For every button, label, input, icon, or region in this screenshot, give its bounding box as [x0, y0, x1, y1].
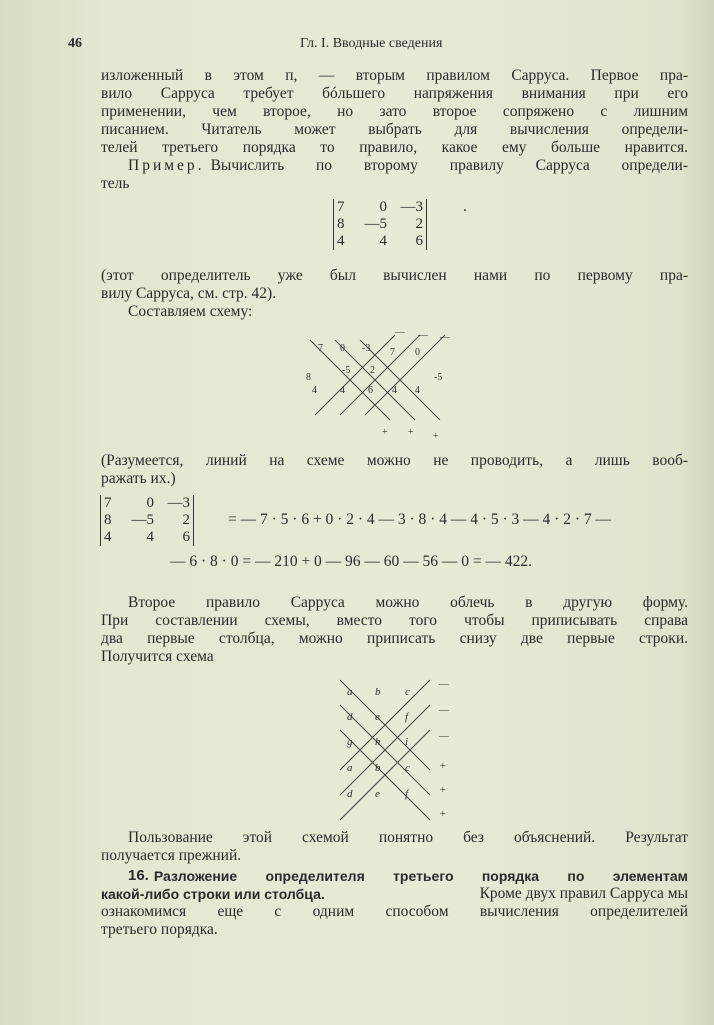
scheme-cell: -5 [342, 365, 351, 376]
sarrus-scheme-1 [306, 327, 470, 445]
scheme-cell: 0 [340, 343, 345, 354]
equation-line-2: — 6 · 8 · 0 = — 210 + 0 — 96 — 60 — 56 — 0 = — 422. [170, 553, 533, 570]
sarrus-scheme-2 [335, 675, 455, 820]
scheme-cell: f [405, 711, 409, 723]
cell: 6 [182, 529, 190, 545]
text-line: получается прежний. [101, 847, 242, 864]
text-line: ражать их.) [101, 470, 176, 487]
text-line: Пользование этой схемой понятно без объяснений. Результат [128, 829, 688, 846]
section-title: какой-либо строки или столбца. [101, 886, 325, 902]
section-heading-cont [101, 885, 688, 903]
cell: 0 [146, 495, 154, 511]
scheme-cell: a [347, 762, 353, 774]
scheme-cell: f [405, 788, 409, 800]
text-line: писанием. Читатель может выбрать для вычисления определи- [101, 121, 688, 138]
scheme-cell: 4 [312, 385, 317, 396]
scheme-cell: e [375, 711, 380, 723]
scheme-cell: c [405, 686, 410, 698]
text-line: вило Саррусa требует бóльшего напряжения внимания при его [101, 85, 688, 102]
scheme-cell: 4 [392, 385, 397, 396]
scheme-cell: g [347, 736, 353, 748]
example-label: Пример. [128, 157, 205, 174]
determinant [100, 495, 194, 546]
scheme-cell: 7 [318, 343, 323, 354]
text-line: Составляем схему: [128, 303, 253, 320]
scheme-lines [310, 335, 445, 420]
cell: 4 [104, 529, 112, 545]
determinant [333, 199, 427, 250]
text-line: тель [101, 175, 130, 192]
scheme-cell: e [375, 788, 380, 800]
text-line: (Разумеется, линий на схеме можно не проводить, а лишь вооб- [101, 452, 688, 469]
scheme-cell: 4 [340, 385, 345, 396]
running-header: Гл. I. Вводные сведения [300, 36, 443, 51]
scheme-cell: c [405, 762, 410, 774]
scheme-cell: b [375, 686, 381, 698]
equation-line-1: = — 7 · 5 · 6 + 0 · 2 · 4 — 3 · 8 · 4 — 4 · 5 · 3 — 4 · 2 · 7 — [228, 511, 611, 528]
scheme-cell: 4 [415, 385, 420, 396]
sign: — [439, 704, 449, 716]
text-line: изложенный в этом п, — вторым правилом Саррусa. Первое пра- [101, 67, 688, 84]
text-line: Получится схема [101, 648, 214, 665]
sign: + [439, 808, 447, 820]
cell: 6 [415, 233, 423, 249]
cell: —3 [400, 199, 423, 215]
cell: 7 [104, 495, 112, 511]
text-line: ознакомимся еще с одним способом вычисления определителей [101, 903, 688, 920]
example-line [128, 157, 688, 175]
cell: —3 [167, 495, 190, 511]
text-line: применении, чем второе, но зато второе сопряжено с лишним [101, 103, 688, 120]
section-number: 16. [128, 867, 149, 884]
cell: 4 [337, 233, 345, 249]
text-line: телей третьего порядка то правило, какое ему больше нравится. [101, 139, 688, 156]
sign: — [440, 332, 450, 343]
cell: 8 [337, 216, 345, 232]
scheme-cell: a [347, 686, 353, 698]
scheme-cell: h [375, 736, 381, 748]
scheme-cell: 2 [370, 365, 375, 376]
cell: 2 [415, 216, 423, 232]
cell: 8 [104, 512, 112, 528]
sign: + [439, 784, 447, 796]
text-line: третьего порядка. [101, 921, 218, 938]
text-line: вилу Саррусa, см. стр. 42). [101, 285, 277, 302]
scheme-left-label: 8 [306, 372, 311, 383]
scheme-cell: 0 [415, 347, 420, 358]
cell: 4 [379, 233, 387, 249]
sign: + [439, 760, 447, 772]
sign: + [433, 431, 439, 442]
sign: + [408, 427, 414, 438]
scheme-cell: -3 [362, 343, 371, 354]
scheme-cell: i [405, 736, 409, 748]
section-heading [128, 867, 688, 885]
example-text: Вычислить по второму правилу Саррусa определи- [210, 157, 688, 174]
scheme-right-label: -5 [434, 372, 443, 383]
sign: — [395, 327, 405, 338]
sign: — [418, 330, 428, 341]
text-line: Второе правило Саррусa можно облечь в другую форму. [128, 594, 688, 611]
cell: 0 [379, 199, 387, 215]
section-title: Разложение определителя третьего порядка по элементам [153, 868, 688, 884]
text-line: Кроме двух правил Саррусa мы [479, 885, 688, 902]
scheme-cell: b [375, 762, 381, 774]
cell: —5 [131, 512, 154, 528]
scheme-cell: 6 [368, 385, 373, 396]
cell: 2 [182, 512, 190, 528]
scheme-cell: d [347, 788, 353, 800]
sign: — [439, 678, 449, 690]
text-line: При составлении схемы, вместо того чтобы приписывать справа [101, 612, 688, 629]
text-line: (этот определитель уже был вычислен нами по первому пра- [101, 267, 688, 284]
sign: — [439, 730, 449, 742]
text-line: два первые столбца, можно приписать снизу две первые строки. [101, 630, 688, 647]
sign: + [382, 427, 388, 438]
cell: —5 [364, 216, 387, 232]
cell: 4 [146, 529, 154, 545]
page-number: 46 [68, 36, 82, 51]
scheme-cell: 7 [390, 347, 395, 358]
scheme-cell: d [347, 711, 353, 723]
punct: . [463, 198, 467, 215]
cell: 7 [337, 199, 345, 215]
